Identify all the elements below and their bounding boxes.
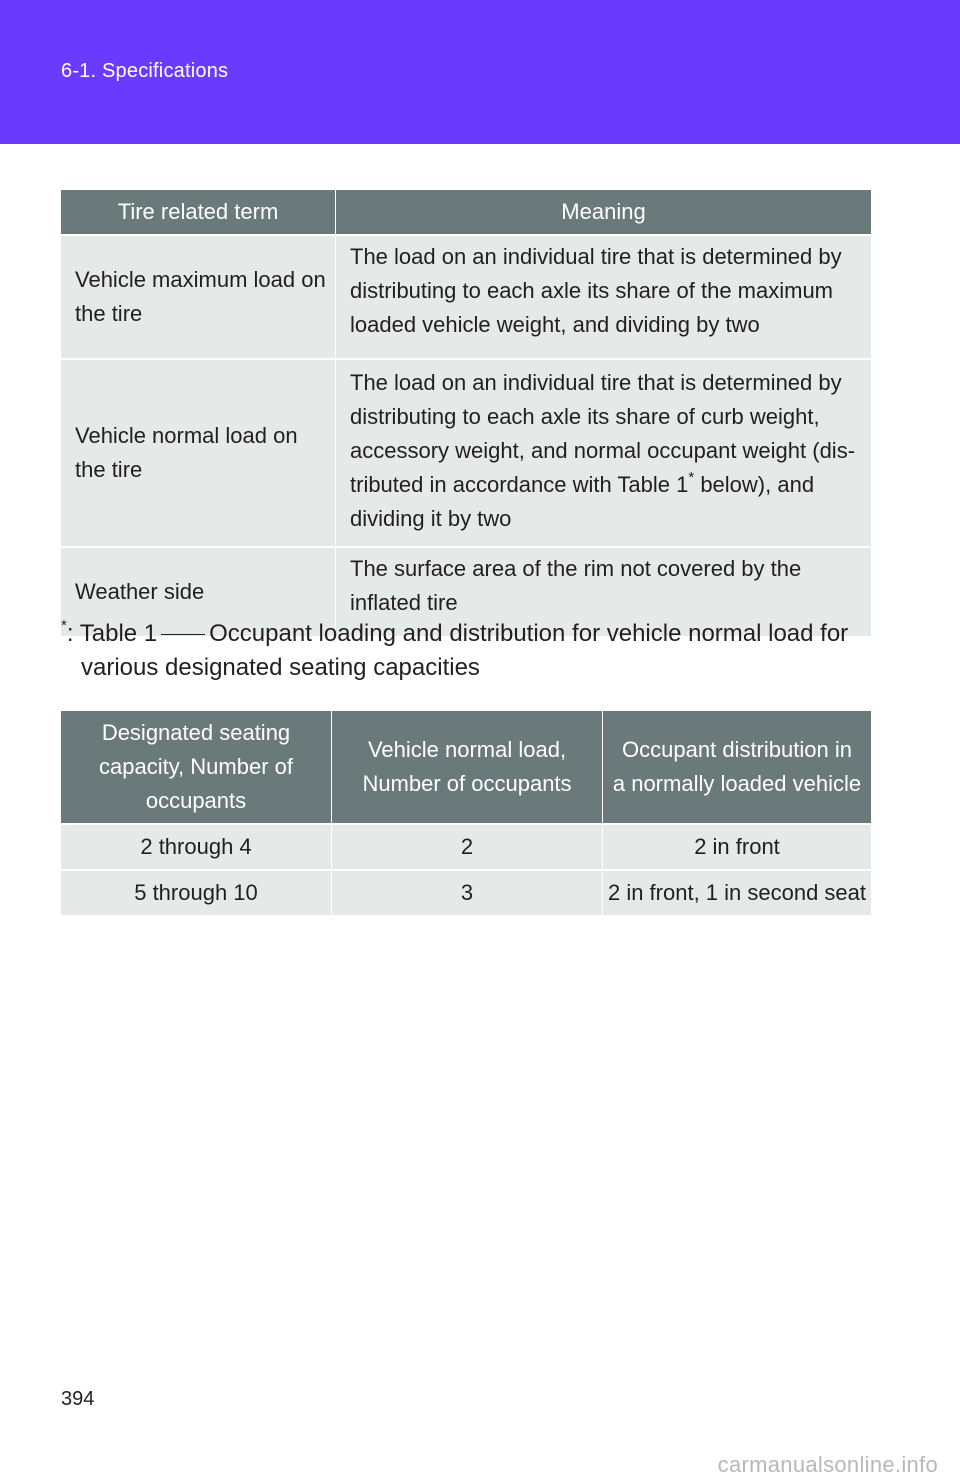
term-line: Vehicle maximum load on (75, 267, 326, 292)
header-line: Vehicle normal load, (367, 737, 567, 762)
column-header-distribution (603, 711, 872, 824)
meaning-line: inflated tire (350, 590, 458, 615)
term-line: the tire (75, 301, 143, 326)
table-cell: 5 through 10 (61, 870, 332, 916)
meaning-line: The load on an individual tire that is determined by (350, 370, 842, 395)
meaning-line: accessory weight, and normal occupant weight (dis- (350, 438, 856, 463)
asterisk-marker: * (688, 468, 695, 486)
column-header-normal-load (332, 711, 603, 824)
table-cell: 2 through 4 (61, 824, 332, 870)
meaning-line: loaded vehicle weight, and dividing by two (350, 312, 760, 337)
term-line: Weather side (75, 579, 205, 604)
table-row (61, 359, 871, 547)
meaning-cell (336, 235, 872, 359)
meaning-line: below), and (694, 472, 815, 497)
occupant-loading-table (61, 711, 871, 917)
table-row (61, 824, 871, 870)
asterisk-marker: * (61, 617, 67, 634)
term-cell (61, 235, 336, 359)
meaning-cell (336, 359, 872, 547)
table-cell: 2 (332, 824, 603, 870)
table-cell: 2 in front (603, 824, 872, 870)
column-header-meaning: Meaning (336, 190, 872, 235)
table-cell: 3 (332, 870, 603, 916)
meaning-line: dividing it by two (350, 506, 512, 531)
footnote-line: various designated seating capacities (81, 654, 480, 681)
header-line: Number of occupants (362, 771, 572, 796)
table-row (61, 235, 871, 359)
meaning-line: The surface area of the rim not covered by the (350, 556, 802, 581)
dash-rule (161, 634, 205, 636)
term-line: the tire (75, 457, 143, 482)
watermark: carmanualsonline.info (717, 1452, 938, 1477)
section-title: 6-1. Specifications (61, 60, 229, 82)
footnote-line: Occupant loading and distribution for vehicle normal load for (209, 620, 849, 647)
header-line: a normally loaded vehicle (612, 771, 862, 796)
tire-terms-table (61, 190, 871, 638)
header-line: Designated seating (101, 720, 291, 745)
meaning-line: tributed in accordance with Table 1 (350, 472, 689, 497)
meaning-line: The load on an individual tire that is determined by (350, 244, 842, 269)
page-number: 394 (61, 1388, 95, 1410)
header-line: capacity, Number of (98, 754, 293, 779)
table-row (61, 870, 871, 916)
term-cell (61, 359, 336, 547)
footnote-prefix: : Table 1 (66, 620, 158, 647)
table-footnote (61, 617, 871, 685)
header-line: Occupant distribution in (622, 737, 852, 762)
table-cell: 2 in front, 1 in second seat (603, 870, 872, 916)
column-header-term: Tire related term (61, 190, 336, 235)
column-header-seating-capacity (61, 711, 332, 824)
meaning-line: distributing to each axle its share of the maximum (350, 278, 834, 303)
term-line: Vehicle normal load on (75, 423, 298, 448)
header-line: occupants (145, 788, 247, 813)
meaning-line: distributing to each axle its share of curb weight, (350, 404, 820, 429)
